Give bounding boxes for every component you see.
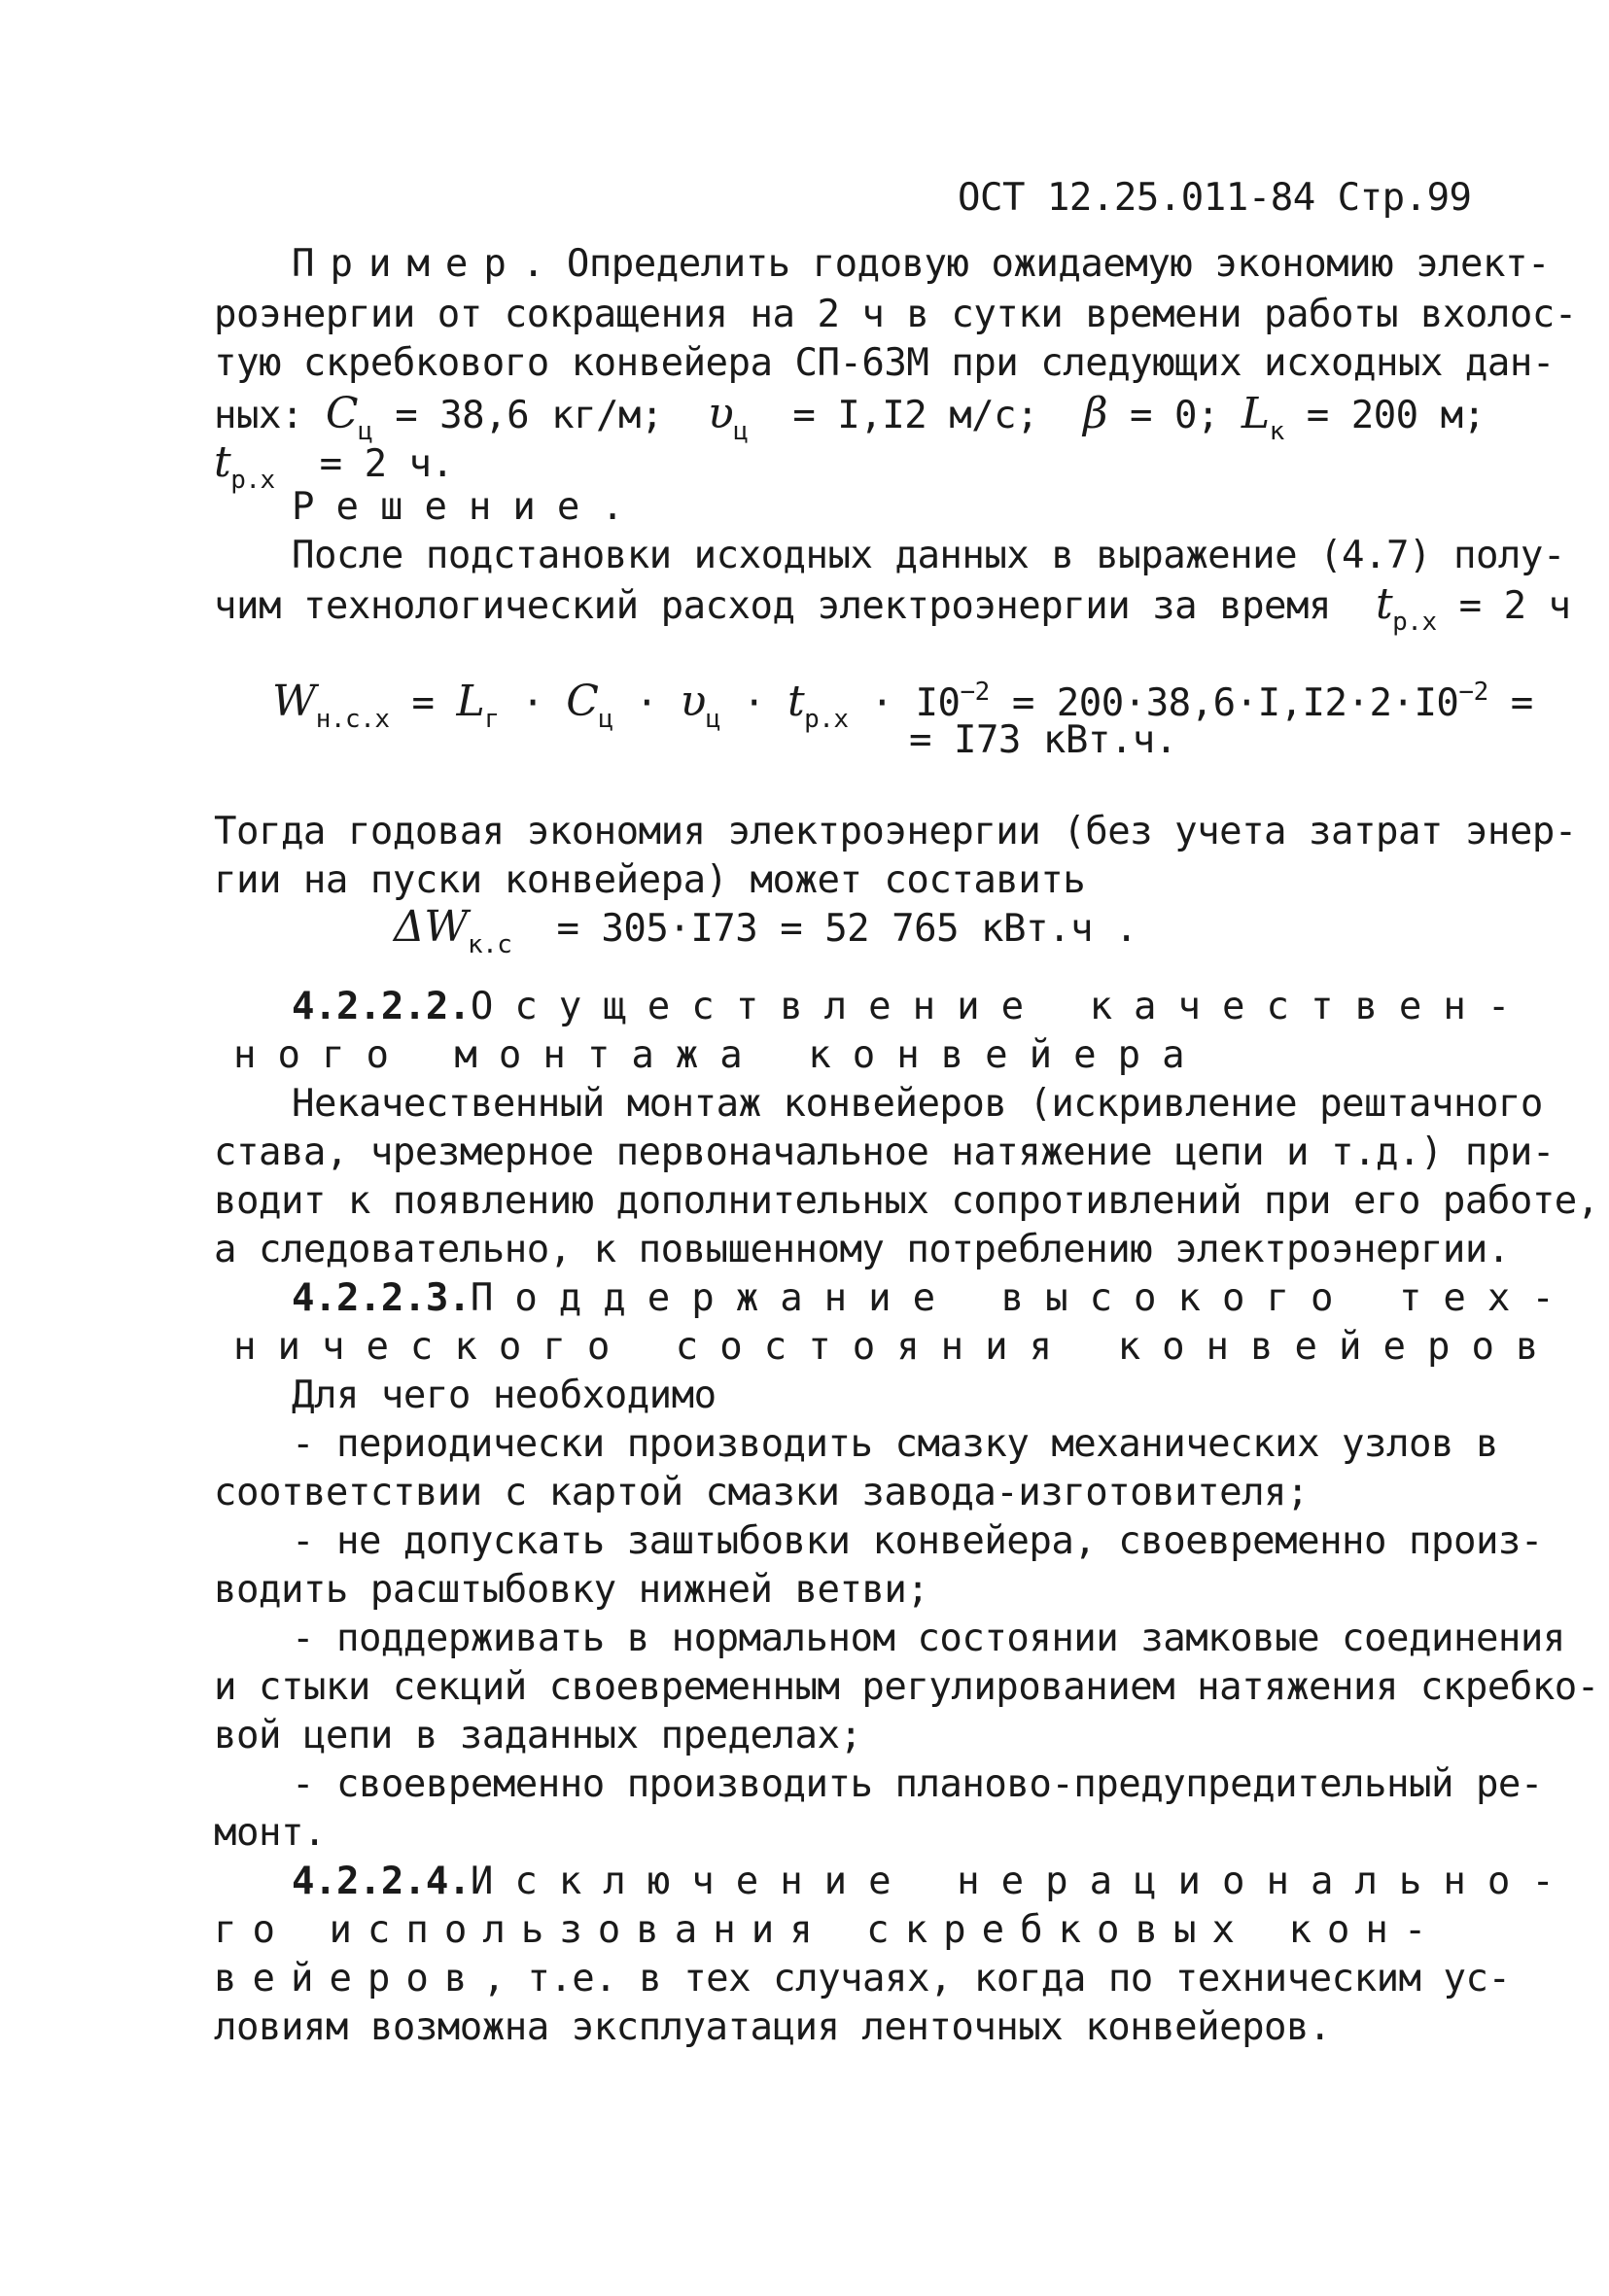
example-line-4: ных: $C_ц = 38,6$ кг/м; $\upsilon_ц = I,I2$ м/с; β = 0; $L_к = 200$ м; — [214, 389, 1486, 446]
formula-line-1: $W_{н.с.х} = L_г \cdot C_ц \cdot \upsilon_ц \cdot t_{р.х} \cdot I0^{-2} = 200\cdot 38,6\cdot I,I2\cdot 2\cdot I0^{-2}$ = — [272, 677, 1533, 734]
annual-formula: $\Delta W_{к.с} = 305\cdot I73 = 52$ 765 кВт.ч . — [394, 902, 1137, 959]
solution-line-2: чим технологический расход электроэнергии за время $t_{р.х} = 2$ ч — [214, 579, 1571, 637]
section-4223-b4b: монт. — [214, 1811, 326, 1855]
section-4224-title-3: вейеров, т.е. в тех случаях, когда по техническим ус- — [214, 1957, 1511, 2000]
section-4222-p3: водит к появлению дополнительных сопротивлений при его работе, — [214, 1179, 1599, 1223]
section-4223-title-2: нического состояния конвейеров — [233, 1325, 1560, 1369]
section-4223-b3b: и стыки секций своевременным регулированием натяжения скребко- — [214, 1665, 1599, 1709]
section-4222-p2: става, чрезмерное первоначальное натяжение цепи и т.д.) при- — [214, 1131, 1555, 1174]
section-4223-b4a: - своевременно производить планово-предупредительный ре- — [292, 1762, 1543, 1806]
section-4223-b1a: - периодически производить смазку механических узлов в — [292, 1422, 1498, 1466]
example-line-3: тую скребкового конвейера СП-63М при следующих исходных дан- — [214, 341, 1555, 385]
section-4224-line-4: ловиям возможна эксплуатация ленточных конвейеров. — [214, 2005, 1331, 2049]
section-4223-b1b: соответствии с картой смазки завода-изготовителя; — [214, 1471, 1310, 1514]
section-4223-b3a: - поддерживать в нормальном состоянии замковые соединения — [292, 1617, 1565, 1660]
section-4224-title-1: 4.2.2.4.Исключение нерационально- — [292, 1860, 1576, 1903]
example-line-5: $t_{р.х} = 2$ ч. — [214, 437, 454, 495]
solution-label: Решение. — [292, 485, 646, 529]
section-4223-b2b: водить расштыбовку нижней ветви; — [214, 1568, 929, 1612]
section-4223-title-1: 4.2.2.3.Поддержание высокого тех- — [292, 1276, 1576, 1320]
annual-line-2: гии на пуски конвейера) может составить — [214, 858, 1086, 902]
section-4222-title-2: ного монтажа конвейера — [233, 1033, 1207, 1077]
section-4224-title-2: го использования скребковых кон- — [214, 1908, 1443, 1952]
section-4222-p1: Некачественный монтаж конвейеров (искривление рештачного — [292, 1082, 1543, 1126]
section-4223-b2a: - не допускать заштыбовки конвейера, своевременно произ- — [292, 1519, 1543, 1563]
section-4222-title-1: 4.2.2.2.Осуществление качествен- — [292, 985, 1532, 1028]
page-header: ОСТ 12.25.011-84 Стр.99 — [958, 176, 1472, 220]
formula-line-2: = I73 кВт.ч. — [909, 718, 1177, 762]
section-4223-intro: Для чего необходимо — [292, 1374, 717, 1417]
section-4222-p4: а следовательно, к повышенному потреблению электроэнергии. — [214, 1228, 1510, 1271]
annual-line-1: Тогда годовая экономия электроэнергии (без учета затрат энер- — [214, 810, 1577, 853]
example-line-2: роэнергии от сокращения на 2 ч в сутки времени работы вхолос- — [214, 293, 1577, 336]
section-4223-b3c: вой цепи в заданных пределах; — [214, 1714, 862, 1757]
example-label: Пример — [292, 242, 522, 286]
solution-line-1: После подстановки исходных данных в выражение (4.7) полу- — [292, 534, 1565, 577]
example-line-1: Пример. Определить годовую ожидаемую экономию элект- — [292, 242, 1550, 286]
